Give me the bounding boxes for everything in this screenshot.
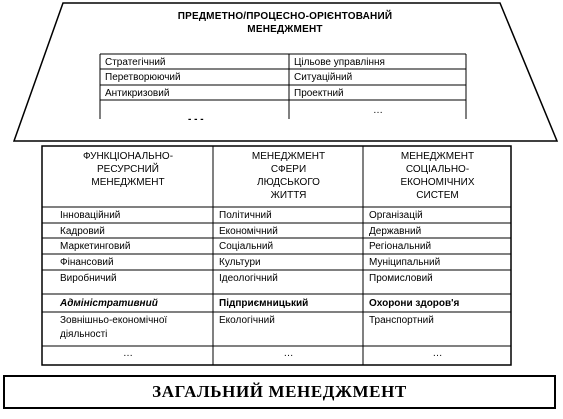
col2-item: Політичний [219,210,272,221]
col1-item: Зовнішньо-економічної [60,315,168,326]
roof-title [120,10,450,36]
header-1-line3: МЕНЕДЖМЕНТ [91,177,165,188]
header-2-line3: ЛЮДСЬКОГО [257,177,320,188]
roof-title-line1: ПРЕДМЕТНО/ПРОЦЕСНО-ОРІЄНТОВАНИЙ [177,11,393,22]
header-1-line2: РЕСУРСНИЙ [97,164,159,175]
col2-item: Екологічний [219,315,275,326]
roof-cell-right-2: Ситуаційний [294,72,353,83]
header-3-line2: СОЦІАЛЬНО- [405,164,470,175]
col1-item: Адміністративний [60,298,158,309]
col2-item: Соціальний [219,241,274,252]
col1-item: Маркетинговий [60,241,131,252]
col3-item: Транспортний [369,315,434,326]
col1-item: Кадровий [60,226,105,237]
col3-item: Державний [369,226,422,237]
column-header-functional [43,150,213,189]
roof-left-more: - - - [188,114,204,125]
col1-item: Фінансовий [60,257,114,268]
col2-item: Ідеологічний [219,273,278,284]
col1-item: Інноваційний [60,210,121,221]
header-2-line1: МЕНЕДЖМЕНТ [251,151,326,162]
roof-cell-left-2: Перетворюючий [105,72,181,83]
column-header-life-sphere [214,150,363,202]
col2-item: Підприємницький [219,298,309,309]
col3-item: Регіональний [369,241,432,252]
header-3-line1: МЕНЕДЖМЕНТ [400,151,475,162]
roof-cell-left-1: Стратегічний [105,57,166,68]
col1-item: діяльності [60,329,108,340]
col2-item: Економічний [219,226,278,237]
col3-more: … [432,348,443,359]
roof-title-line2: МЕНЕДЖМЕНТ [247,24,323,35]
roof-cell-left-3: Антикризовий [105,88,170,99]
roof-cell-right-3: Проектний [294,88,344,99]
col3-item: Охорони здоров'я [369,298,460,309]
foundation-general-management [3,375,556,409]
col2-item: Культури [219,257,261,268]
col1-more: … [123,348,133,359]
col3-item: Організацій [369,210,423,221]
header-1-line1: ФУНКЦІОНАЛЬНО- [82,151,174,162]
col1-item: Виробничий [60,273,117,284]
col3-item: Муніципальний [369,257,441,268]
col2-more: … [283,348,294,359]
col3-item: Промисловий [369,273,433,284]
header-3-line4: СИСТЕМ [416,190,459,201]
header-2-line4: ЖИТТЯ [270,190,307,201]
column-header-socio-economic [364,150,511,202]
header-3-line3: ЕКОНОМІЧНИХ [400,177,475,188]
header-2-line2: СФЕРИ [270,164,307,175]
foundation-label: ЗАГАЛЬНИЙ МЕНЕДЖМЕНТ [152,382,407,401]
roof-cell-right-1: Цільове управління [294,57,385,68]
roof-right-more: … [373,105,383,116]
